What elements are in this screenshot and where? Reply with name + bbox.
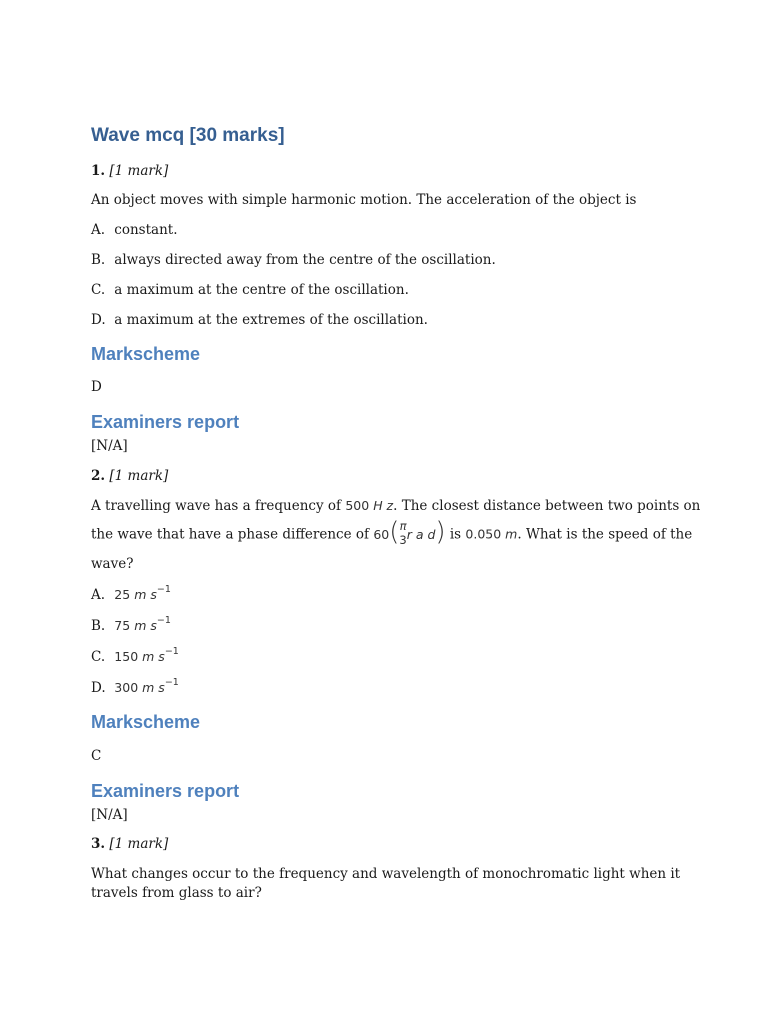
distance-value: [465, 527, 517, 542]
question-marks: [1 mark]: [109, 468, 169, 484]
examiners-report-text: [N/A]: [91, 807, 128, 823]
left-paren: (: [389, 517, 400, 547]
question-3-stem-line-2: travels from glass to air?: [91, 885, 262, 901]
question-2-option-a: [91, 586, 171, 603]
option-letter: C.: [91, 649, 106, 666]
question-1-header: [91, 163, 168, 179]
stem-text: A travelling wave has a frequency of: [91, 498, 346, 514]
markscheme-answer: C: [91, 748, 102, 764]
option-letter: A.: [91, 587, 106, 604]
math-exponent: −1: [156, 584, 171, 595]
question-2-option-b: [91, 617, 171, 634]
option-text: a maximum at the centre of the oscillation.: [114, 282, 409, 298]
question-number: 3.: [91, 836, 106, 852]
math-unit: m s: [134, 587, 157, 603]
option-letter: C.: [91, 282, 106, 298]
examiners-report-text: [N/A]: [91, 438, 128, 454]
question-marks: [1 mark]: [109, 163, 169, 179]
question-1-stem: An object moves with simple harmonic motion. The acceleration of the object is: [91, 192, 637, 208]
question-1-option-d: [91, 312, 428, 328]
question-1-option-a: [91, 222, 178, 238]
question-2-stem-line-1: [91, 498, 700, 514]
question-2-stem-line-3: wave?: [91, 556, 134, 572]
math-number: 60: [373, 526, 390, 542]
markscheme-heading: Markscheme: [91, 344, 201, 364]
question-2-stem-line-2: [91, 517, 693, 550]
option-text: a maximum at the extremes of the oscillation.: [114, 312, 428, 328]
markscheme-heading: Markscheme: [91, 712, 201, 732]
markscheme-answer: D: [91, 379, 102, 395]
right-paren: ): [435, 517, 446, 547]
option-text: constant.: [114, 222, 178, 238]
math-number: 150: [114, 649, 139, 665]
option-value: [114, 615, 171, 634]
math-number: 25: [114, 587, 131, 603]
option-value: [114, 646, 179, 665]
question-1-option-b: [91, 252, 496, 268]
math-unit: m s: [142, 649, 165, 665]
question-number: 1.: [91, 163, 106, 179]
option-text: always directed away from the centre of the oscillation.: [114, 252, 496, 268]
math-number: 0.050: [465, 526, 502, 542]
option-value: [114, 584, 171, 603]
option-letter: B.: [91, 618, 106, 635]
document-title: Wave mcq [30 marks]: [91, 125, 285, 146]
question-3-header: [91, 836, 168, 852]
question-1-option-c: [91, 282, 409, 298]
option-value: [114, 677, 179, 696]
math-unit: m s: [134, 618, 157, 634]
stem-text: the wave that have a phase difference of: [91, 526, 374, 543]
frequency-value: [345, 498, 393, 513]
math-number: 500: [345, 498, 370, 513]
question-3-stem-line-1: What changes occur to the frequency and wavelength of monochromatic light when it: [91, 866, 681, 882]
fraction-numerator: π: [399, 519, 407, 533]
question-2-option-c: [91, 648, 179, 665]
math-unit: m s: [142, 680, 165, 696]
option-letter: B.: [91, 252, 106, 268]
math-number: 75: [114, 618, 131, 634]
question-marks: [1 mark]: [109, 836, 169, 852]
option-letter: D.: [91, 312, 106, 328]
fraction: [399, 519, 406, 547]
stem-text: is: [445, 526, 466, 543]
question-number: 2.: [91, 468, 106, 484]
math-exponent: −1: [164, 646, 179, 657]
question-2-option-d: [91, 679, 179, 696]
math-number: 300: [114, 680, 139, 696]
math-unit: r a d: [406, 526, 436, 542]
phase-difference: [373, 517, 446, 547]
fraction-denominator: 3: [399, 533, 407, 547]
question-2-header: [91, 468, 168, 484]
option-letter: A.: [91, 222, 106, 238]
option-letter: D.: [91, 680, 106, 697]
math-exponent: −1: [164, 677, 179, 688]
stem-text: . What is the speed of the: [517, 526, 693, 543]
examiners-report-heading: Examiners report: [91, 781, 240, 801]
math-unit: m: [505, 526, 518, 542]
math-unit: H z: [373, 498, 394, 513]
stem-text: . The closest distance between two points on: [393, 498, 701, 514]
examiners-report-heading: Examiners report: [91, 412, 240, 432]
math-exponent: −1: [156, 615, 171, 626]
